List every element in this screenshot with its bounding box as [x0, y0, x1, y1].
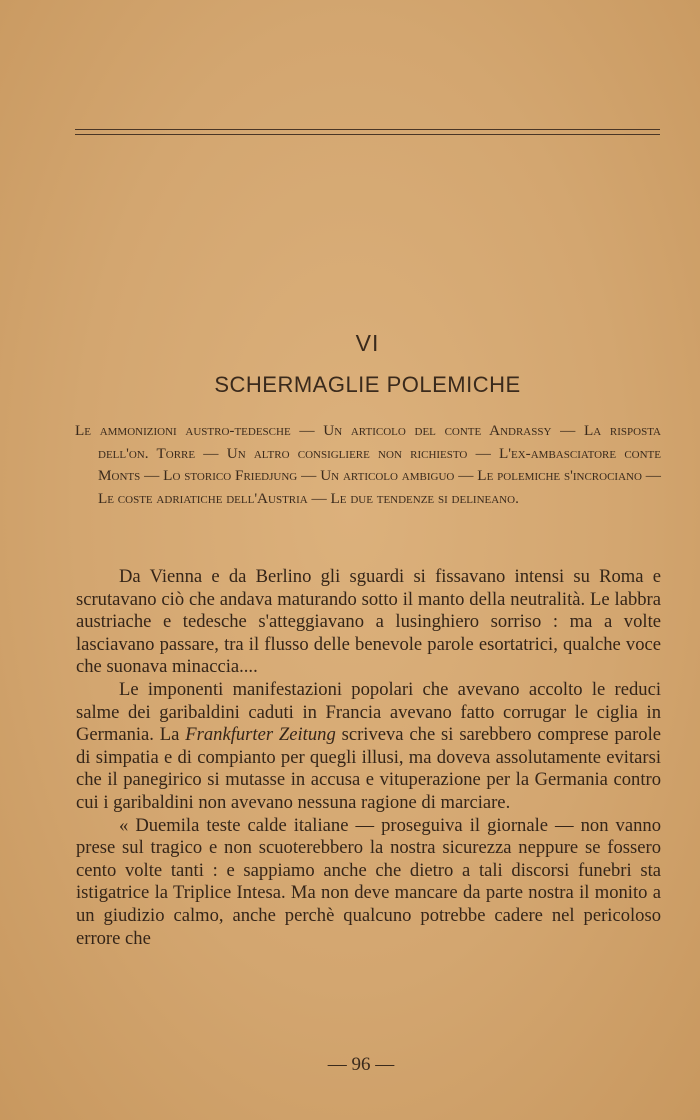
paragraph-2-start: Le imponenti manifestazioni popolari che avevano accolto le reduci salme dei garibaldini caduti in Francia avevano fatto corrugar le ciglia in Germania. La [76, 678, 661, 746]
chapter-title: SCHERMAGLIE POLEMICHE [214, 372, 521, 397]
paragraph-2-end: scriveva che si sarebbero comprese parole di simpatia e di compianto per quegli illusi, ma doveva assolutamente evitarsi che il panegirico si mutasse in accusa e vituperazione per la Germania contro cui i garibaldini non avevano nessuna ragione di marciare. [76, 724, 661, 813]
paragraph-3: « Duemila teste calde italiane — proseguiva il giornale — non vanno prese sul tragico e non scuoterebbero la nostra sicurezza neppure se fossero cento volte tanti : e sappiamo anche che dietro a tali discorsi funebri sta istigatrice la Triplice Intesa. Ma non deve mancare da parte nostra il monito a un giudizio calmo, anche perchè qualcuno potrebbe cadere nel pericoloso errore che [76, 814, 661, 949]
page-number: — 96 — [327, 1054, 395, 1075]
body-text [76, 566, 661, 950]
paragraph-2 [76, 679, 661, 815]
chapter-number: VI [355, 330, 380, 356]
chapter-summary: Le ammonizioni austro-tedesche — Un articolo del conte Andrassy — La risposta dell'on. Torre — Un altro consigliere non richiesto — L'ex-ambasciatore conte Monts — Lo storico Friedjung — Un articolo ambiguo — Le polemiche s'incrociano — Le coste adriatiche dell'Austria — Le due tendenze si delineano. [75, 422, 661, 507]
paragraph-1: Da Vienna e da Berlino gli sguardi si fissavano intensi su Roma e scrutavano ciò che andava maturando sotto il manto della neutralità. Le labbra austriache e tedesche s'atteggiavano a lusinghiero sorriso : ma a volte lasciavano passare, tra il flusso delle benevole parole esortatrici, qualche voce che suonava minaccia.... [76, 566, 661, 678]
newspaper-title: Frankfurter Zeitung [185, 724, 336, 746]
header-rule-top [75, 129, 660, 130]
header-rule-bottom [75, 134, 660, 135]
